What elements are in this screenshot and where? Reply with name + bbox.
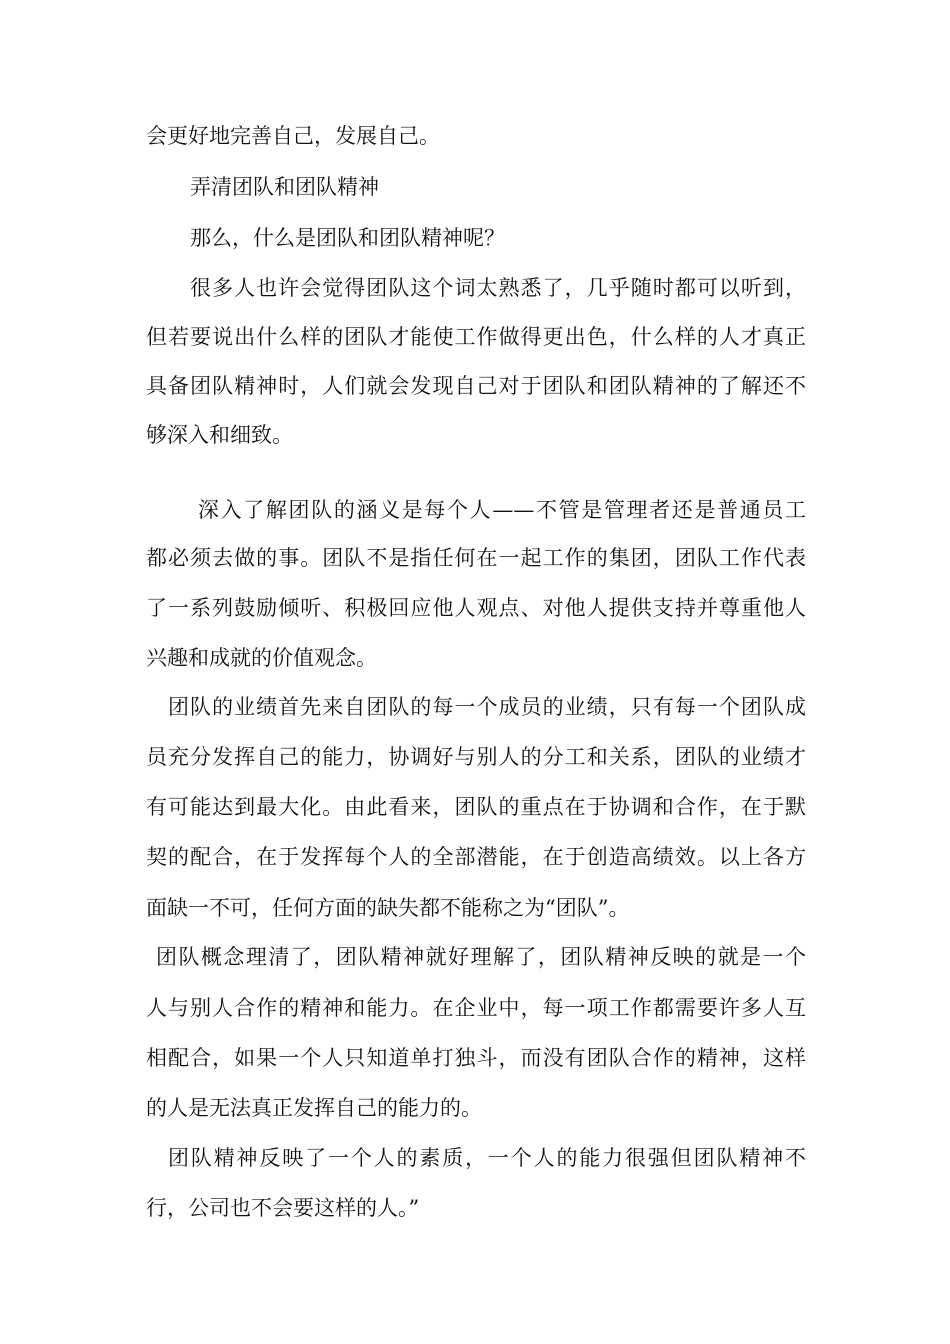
text-line: 相配合，如果一个人只知道单打独斗，而没有团队合作的精神，这样 [146,1046,806,1070]
text-line: 团队概念理清了，团队精神就好理解了，团队精神反映的就是一个 [156,945,806,969]
text-line: 契的配合，在于发挥每个人的全部潜能，在于创造高绩效。以上各方 [146,845,806,869]
section-heading: 弄清团队和团队精神 [190,175,379,199]
text-line: 深入了解团队的涵义是每个人——不管是管理者还是普通员工 [198,498,806,522]
text-line: 兴趣和成就的价值观念。 [146,646,377,670]
text-line: 员充分发挥自己的能力，协调好与别人的分工和关系，团队的业绩才 [146,745,806,769]
text-line: 有可能达到最大化。由此看来，团队的重点在于协调和合作，在于默 [146,795,806,819]
text-line: 具备团队精神时，人们就会发现自己对于团队和团队精神的了解还不 [146,374,806,398]
text-line: 那么，什么是团队和团队精神呢？ [190,226,505,250]
text-line: 都必须去做的事。团队不是指任何在一起工作的集团，团队工作代表 [146,546,806,570]
text-line: 团队精神反映了一个人的素质，一个人的能力很强但团队精神不 [168,1146,806,1170]
text-line: 但若要说出什么样的团队才能使工作做得更出色，什么样的人才真正 [146,325,806,349]
text-line: 会更好地完善自己，发展自己。 [146,124,440,148]
text-line: 很多人也许会觉得团队这个词太熟悉了，几乎随时都可以听到， [190,276,806,300]
text-line: 的人是无法真正发挥自己的能力的。 [146,1096,482,1120]
text-line: 了一系列鼓励倾听、积极回应他人观点、对他人提供支持并尊重他人 [146,596,806,620]
text-line: 人与别人合作的精神和能力。在企业中，每一项工作都需要许多人互 [146,996,806,1020]
text-line: 行，公司也不会要这样的人。” [146,1196,420,1220]
text-line: 面缺一不可，任何方面的缺失都不能称之为“团队”。 [146,896,630,920]
text-line: 够深入和细致。 [146,423,293,447]
text-line: 团队的业绩首先来自团队的每一个成员的业绩，只有每一个团队成 [168,695,806,719]
